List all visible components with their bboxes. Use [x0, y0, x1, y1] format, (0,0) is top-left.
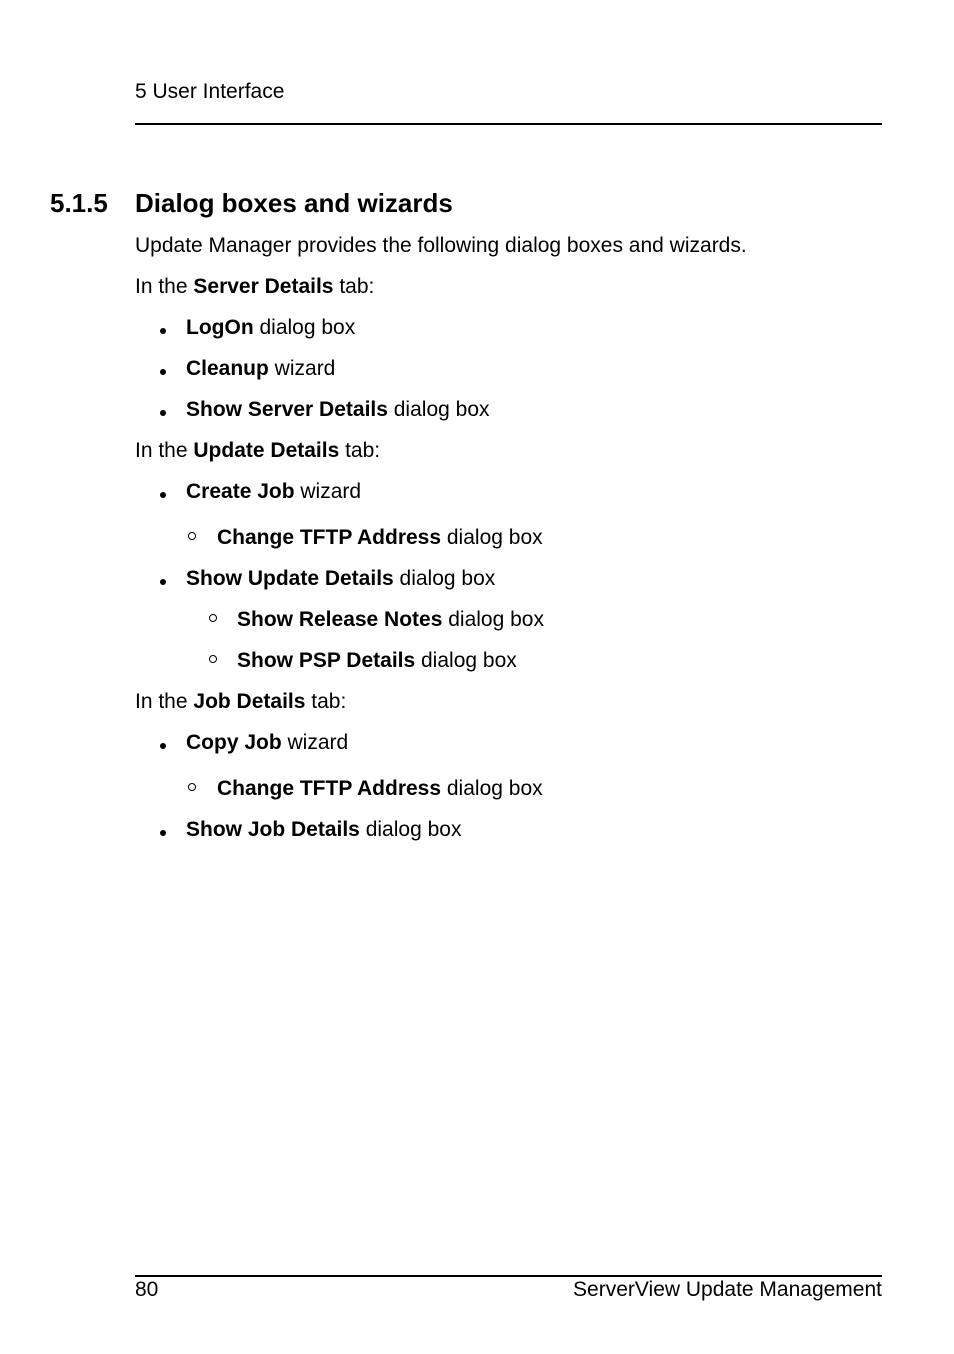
- product-name: ServerView Update Management: [573, 1278, 882, 1301]
- sub-bullet-icon: [209, 655, 217, 663]
- sub-list-item: Change TFTP Address dialog box: [217, 526, 543, 549]
- list-item: Show Server Details dialog box: [186, 398, 490, 421]
- bullet-icon: [160, 743, 166, 749]
- bullet-icon: [160, 579, 166, 585]
- sub-bullet-icon: [209, 614, 217, 622]
- group-heading-update: In the Update Details tab:: [135, 439, 381, 462]
- bullet-icon: [160, 410, 166, 416]
- group-heading-job: In the Job Details tab:: [135, 690, 347, 713]
- sub-bullet-icon: [188, 783, 196, 791]
- group-heading-server: In the Server Details tab:: [135, 275, 375, 298]
- sub-list-item: Show PSP Details dialog box: [237, 649, 517, 672]
- sub-bullet-icon: [188, 532, 196, 540]
- list-item: Copy Job wizard: [186, 731, 349, 754]
- list-item: Show Job Details dialog box: [186, 818, 462, 841]
- section-title: Dialog boxes and wizards: [135, 188, 453, 218]
- chapter-title: 5 User Interface: [135, 80, 285, 103]
- list-item: Show Update Details dialog box: [186, 567, 496, 590]
- list-item: Create Job wizard: [186, 480, 362, 503]
- bullet-icon: [160, 328, 166, 334]
- bullet-icon: [160, 369, 166, 375]
- sub-list-item: Change TFTP Address dialog box: [217, 777, 543, 800]
- intro-paragraph: Update Manager provides the following dialog boxes and wizards.: [135, 234, 747, 257]
- section-number: 5.1.5: [50, 188, 108, 218]
- bullet-icon: [160, 830, 166, 836]
- header-divider: [135, 123, 882, 125]
- bullet-icon: [160, 492, 166, 498]
- list-item: LogOn dialog box: [186, 316, 356, 339]
- list-item: Cleanup wizard: [186, 357, 336, 380]
- page-number: 80: [135, 1278, 159, 1301]
- sub-list-item: Show Release Notes dialog box: [237, 608, 544, 631]
